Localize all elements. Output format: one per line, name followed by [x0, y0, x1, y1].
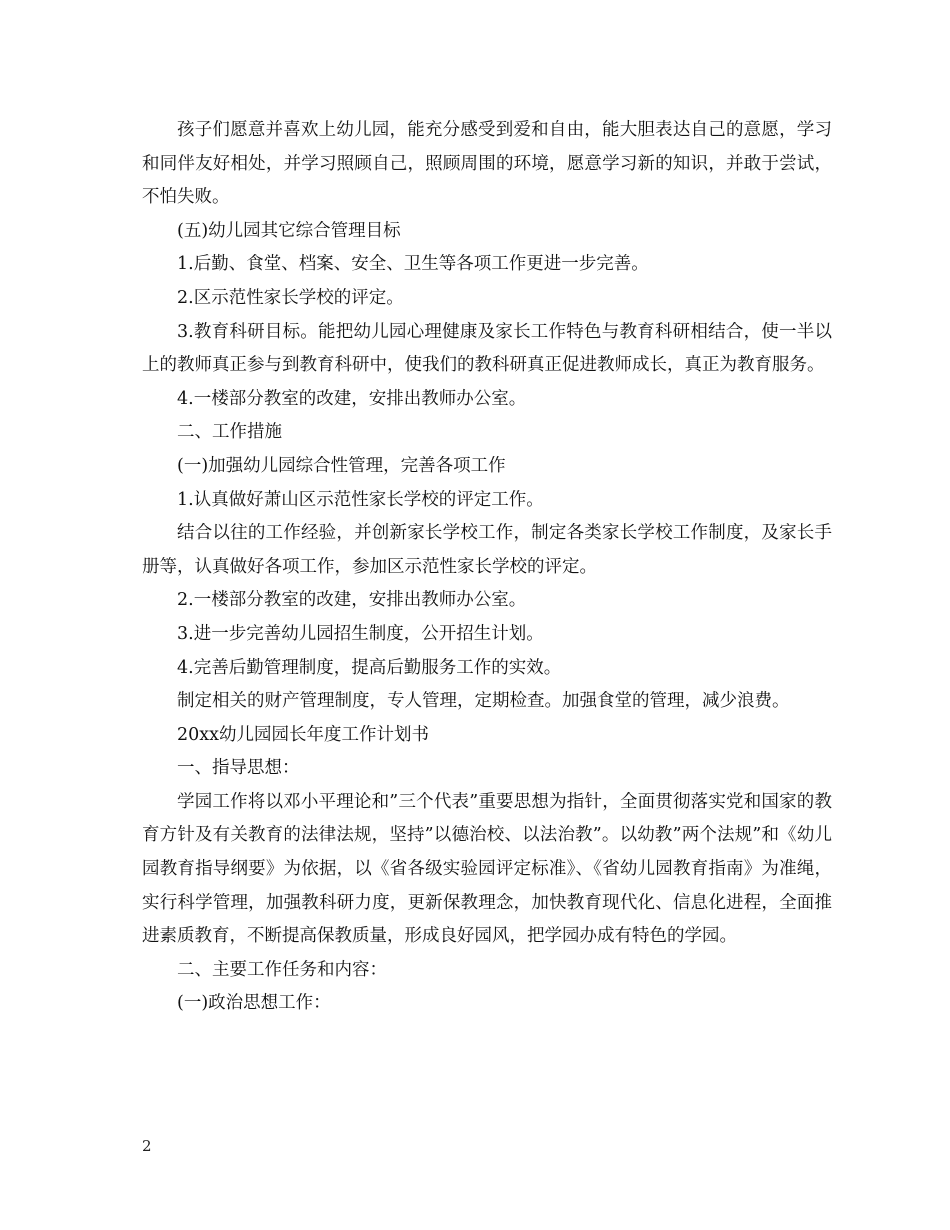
- page-number: 2: [142, 1137, 152, 1155]
- list-item-enrollment: 3.进一步完善幼儿园招生制度，公开招生计划。: [177, 623, 544, 644]
- list-item-logistics-management: 4.完善后勤管理制度，提高后勤服务工作的实效。: [177, 657, 562, 678]
- heading-political-work: (一)政治思想工作：: [177, 993, 331, 1014]
- list-item-research-goal: 3.教育科研目标。能把幼儿园心理健康及家长工作特色与教育科研相结合，使一半以上的教师真正参与到教育科研中，使我们的教科研真正促进教师成长，真正为教育服务。: [142, 321, 832, 376]
- heading-main-tasks: 二、主要工作任务和内容：: [177, 959, 387, 980]
- list-item-classroom-renovation-2: 2.一楼部分教室的改建，安排出教师办公室。: [177, 590, 527, 611]
- list-item-parent-school-evaluation: 1.认真做好萧山区示范性家长学校的评定工作。: [177, 489, 544, 510]
- paragraph-parent-school-work: 结合以往的工作经验，并创新家长学校工作，制定各类家长学校工作制度，及家长手册等，认真做好各项工作，参加区示范性家长学校的评定。: [142, 523, 832, 577]
- document-subtitle: 20xx幼儿园园长年度工作计划书: [177, 724, 430, 745]
- list-item-classroom-renovation: 4.一楼部分教室的改建，安排出教师办公室。: [177, 388, 527, 409]
- list-item-logistics: 1.后勤、食堂、档案、安全、卫生等各项工作更进一步完善。: [177, 254, 649, 275]
- paragraph-guiding-ideology: 学园工作将以邓小平理论和”三个代表”重要思想为指针，全面贯彻落实党和国家的教育方针及有关教育的法律法规，坚持”以德治校、以法治教”。以幼教”两个法规”和《幼儿园教育指导纲要》为依据，以《省各级实验园评定标准》、《省幼儿园教育指南》为准绳，实行科学管理，加强教科研力度，更新保教理念，加快教育现代化、信息化进程，全面推进素质教育，不断提高保教质量，形成良好园风，把学园办成有特色的学园。: [142, 791, 832, 947]
- paragraph-property-management: 制定相关的财产管理制度，专人管理，定期检查。加强食堂的管理，减少浪费。: [177, 691, 790, 712]
- heading-other-management-goals: (五)幼儿园其它综合管理目标: [177, 220, 401, 241]
- document-body: [142, 114, 832, 1021]
- heading-guiding-ideology: 一、指导思想：: [177, 758, 300, 779]
- heading-work-measures: 二、工作措施: [177, 422, 282, 443]
- list-item-parent-school: 2.区示范性家长学校的评定。: [177, 287, 404, 308]
- paragraph-children-goals: 孩子们愿意并喜欢上幼儿园，能充分感受到爱和自由，能大胆表达自己的意愿，学习和同伴友好相处，并学习照顾自己，照顾周围的环境，愿意学习新的知识，并敢于尝试，不怕失败。: [142, 120, 832, 208]
- heading-comprehensive-management: (一)加强幼儿园综合性管理，完善各项工作: [177, 455, 506, 476]
